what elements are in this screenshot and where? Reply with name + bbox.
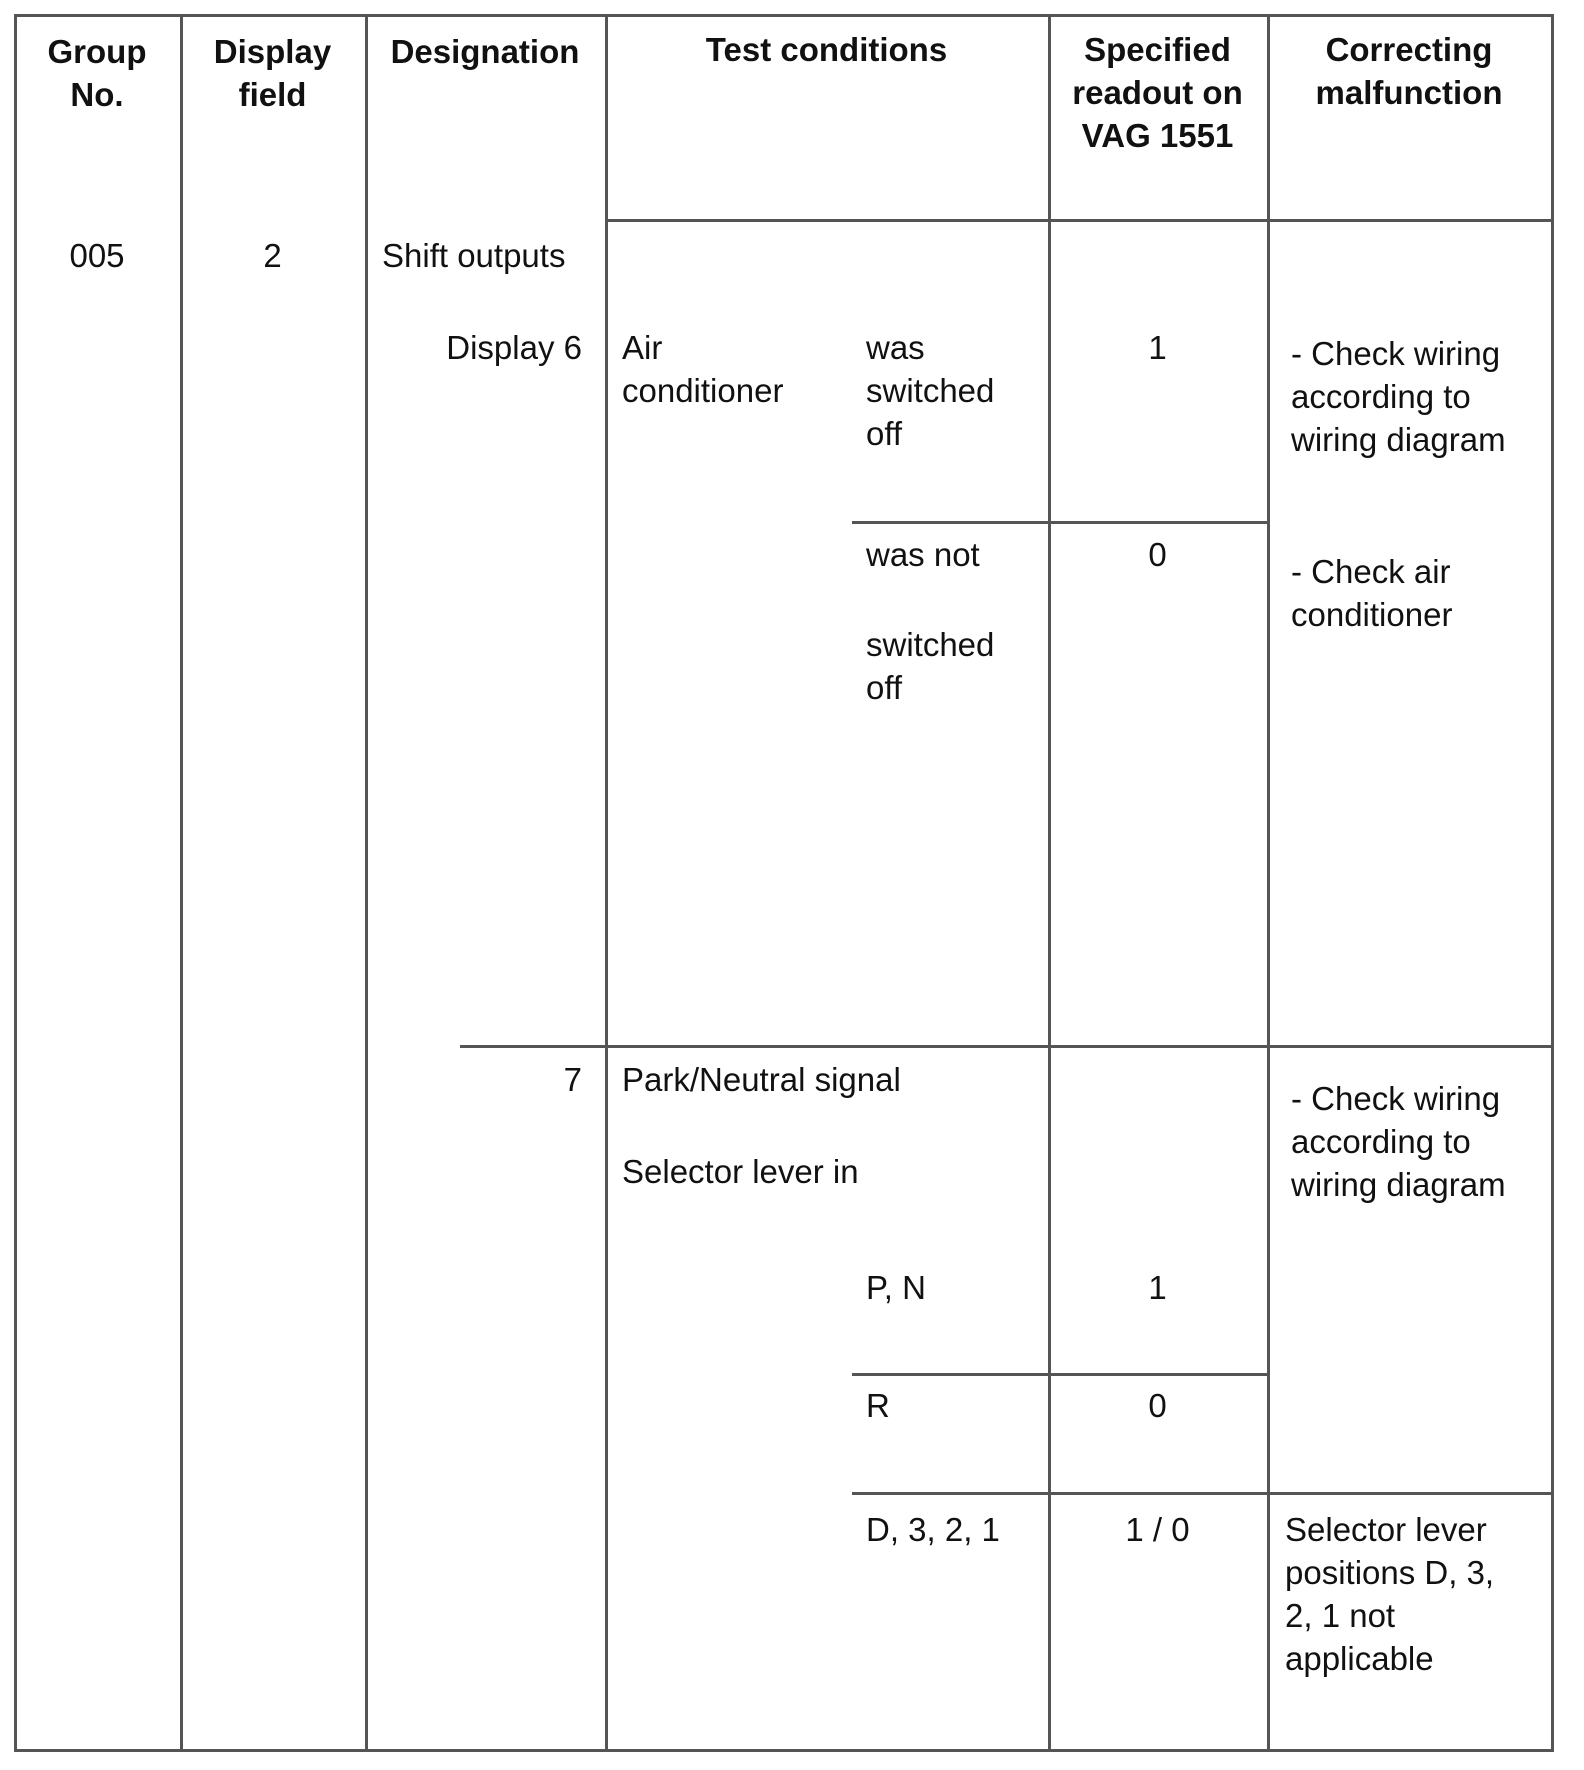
display-field-number: 2 bbox=[263, 237, 282, 274]
table-top-border bbox=[14, 14, 1554, 17]
header-group-no: Group No. bbox=[47, 33, 147, 113]
pn-divider bbox=[852, 1373, 1267, 1376]
pn-label: P, N bbox=[866, 1269, 926, 1306]
d-fix: Selector lever positions D, 3, 2, 1 not applicable bbox=[1285, 1511, 1495, 1677]
d-label: D, 3, 2, 1 bbox=[866, 1511, 1000, 1548]
header-specified-readout: Specified readout on VAG 1551 bbox=[1072, 31, 1243, 154]
group-number: 005 bbox=[69, 237, 125, 274]
header-test-conditions: Test conditions bbox=[705, 31, 948, 68]
header-correcting-malfunction: Correcting malfunction bbox=[1315, 31, 1503, 111]
display6-fix-a: - Check wiring according to wiring diagram bbox=[1291, 335, 1506, 458]
r-readout: 0 bbox=[1148, 1387, 1167, 1424]
header-designation: Designation bbox=[390, 33, 580, 70]
display6-readout-a: 1 bbox=[1148, 329, 1167, 366]
designation-text: Shift outputs bbox=[382, 237, 566, 274]
display7-condition-1: Park/Neutral signal bbox=[622, 1061, 901, 1098]
table-right-border bbox=[1551, 14, 1554, 1752]
display6-sub-b2: switched off bbox=[866, 626, 995, 706]
pn-readout: 1 bbox=[1148, 1269, 1167, 1306]
display7-condition-2: Selector lever in bbox=[622, 1153, 859, 1190]
display6-sub-b1: was not bbox=[866, 536, 980, 573]
header-divider bbox=[605, 219, 1551, 222]
display6-sub-divider bbox=[852, 521, 1267, 524]
display6-sub-a: was switched off bbox=[866, 329, 995, 452]
display7-label: 7 bbox=[563, 1061, 582, 1098]
display6-label: Display 6 bbox=[446, 329, 582, 366]
display6-fix-b: - Check air conditioner bbox=[1291, 553, 1453, 633]
col-divider-2 bbox=[365, 14, 368, 1752]
header-display-field: Display field bbox=[213, 33, 332, 113]
r-label: R bbox=[866, 1387, 890, 1424]
display6-condition: Air conditioner bbox=[622, 329, 784, 409]
display7-fix: - Check wiring according to wiring diagram bbox=[1291, 1080, 1506, 1203]
table-bottom-border bbox=[14, 1749, 1554, 1752]
col-divider-3 bbox=[605, 14, 608, 1752]
display7-divider bbox=[460, 1045, 1551, 1048]
display6-readout-b: 0 bbox=[1148, 536, 1167, 573]
d-readout: 1 / 0 bbox=[1125, 1511, 1190, 1548]
r-divider bbox=[852, 1492, 1551, 1495]
